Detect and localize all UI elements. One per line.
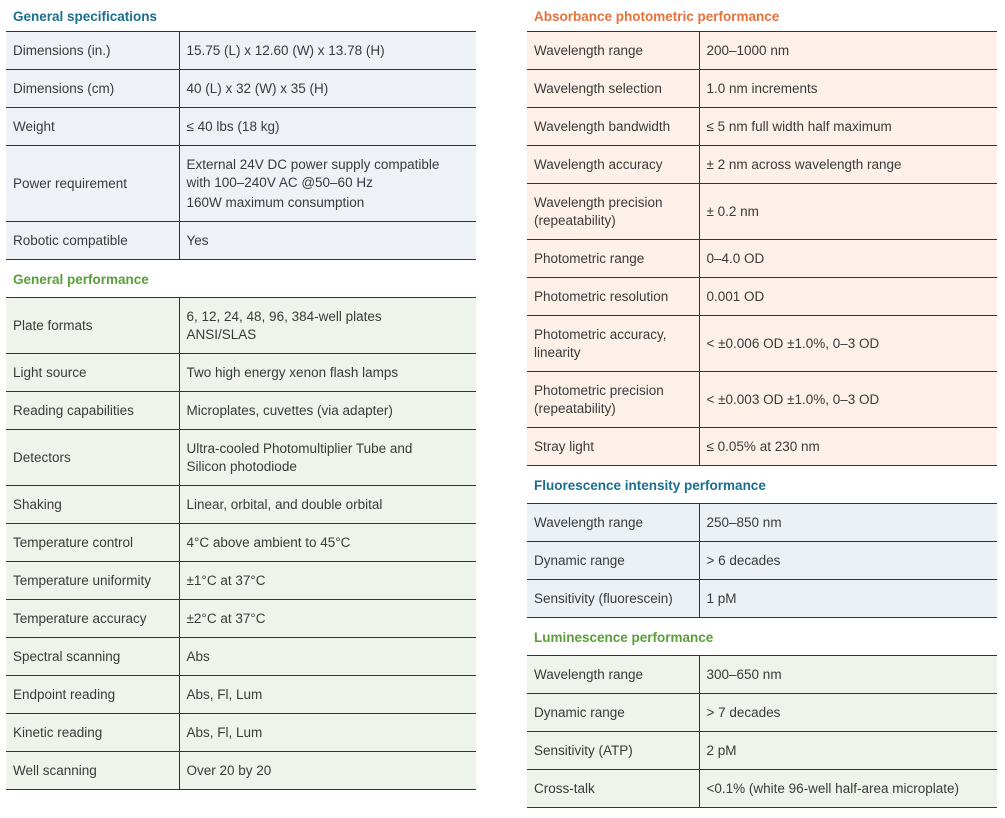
value-line: ANSI/SLAS	[186, 326, 257, 342]
general-performance-title: General performance	[13, 271, 149, 287]
left-column	[6, 0, 476, 790]
table-row	[6, 392, 476, 430]
fluorescence-table	[527, 503, 997, 618]
spec-value: ±2°C at 37°C	[179, 600, 476, 638]
spec-value: 15.75 (L) x 12.60 (W) x 13.78 (H)	[179, 32, 476, 70]
spec-label: Wavelength bandwidth	[527, 108, 699, 146]
spec-value	[179, 430, 476, 486]
label-line: Photometric precision	[534, 382, 664, 398]
table-row	[527, 542, 997, 580]
spec-value: Abs, Fl, Lum	[179, 714, 476, 752]
table-row	[6, 714, 476, 752]
spec-value: 0–4.0 OD	[699, 240, 997, 278]
spec-label: Spectral scanning	[6, 638, 179, 676]
spec-label: Dimensions (in.)	[6, 32, 179, 70]
spec-value: 1.0 nm increments	[699, 70, 997, 108]
spec-label: Well scanning	[6, 752, 179, 790]
spec-label: Weight	[6, 108, 179, 146]
spec-label: Shaking	[6, 486, 179, 524]
spec-label: Wavelength range	[527, 656, 699, 694]
table-row	[6, 676, 476, 714]
table-row	[527, 770, 997, 808]
value-line: with 100–240V AC @50–60 Hz	[186, 174, 373, 190]
spec-value: 200–1000 nm	[699, 32, 997, 70]
label-line: (repeatability)	[534, 400, 616, 416]
spec-value: 1 pM	[699, 580, 997, 618]
spec-label	[527, 316, 699, 372]
table-row	[527, 428, 997, 466]
table-row	[527, 184, 997, 240]
spec-label: Light source	[6, 354, 179, 392]
fluorescence-title: Fluorescence intensity performance	[534, 477, 766, 493]
table-row	[527, 316, 997, 372]
table-row	[527, 504, 997, 542]
spec-value: ± 0.2 nm	[699, 184, 997, 240]
table-row	[527, 732, 997, 770]
spec-value: ≤ 40 lbs (18 kg)	[179, 108, 476, 146]
table-row	[527, 580, 997, 618]
spec-value: <0.1% (white 96-well half-area microplate)	[699, 770, 997, 808]
spec-value: 250–850 nm	[699, 504, 997, 542]
label-line: (repeatability)	[534, 212, 616, 228]
table-row	[6, 638, 476, 676]
table-row	[527, 278, 997, 316]
table-row	[527, 240, 997, 278]
table-row	[6, 32, 476, 70]
table-row	[6, 524, 476, 562]
table-row	[6, 298, 476, 354]
spec-label: Kinetic reading	[6, 714, 179, 752]
table-row	[527, 694, 997, 732]
spec-label: Photometric range	[527, 240, 699, 278]
spec-label: Sensitivity (fluorescein)	[527, 580, 699, 618]
table-row	[6, 146, 476, 222]
spec-label: Detectors	[6, 430, 179, 486]
value-line: Ultra-cooled Photomultiplier Tube and	[186, 440, 413, 456]
spec-label: Cross-talk	[527, 770, 699, 808]
value-line: External 24V DC power supply compatible	[186, 156, 440, 172]
spec-value: 300–650 nm	[699, 656, 997, 694]
table-row	[6, 222, 476, 260]
label-line: linearity	[534, 344, 581, 360]
table-row	[6, 430, 476, 486]
spec-value: ±1°C at 37°C	[179, 562, 476, 600]
spec-label: Temperature uniformity	[6, 562, 179, 600]
spec-value: Over 20 by 20	[179, 752, 476, 790]
table-row	[527, 372, 997, 428]
table-row	[6, 752, 476, 790]
luminescence-title: Luminescence performance	[534, 629, 714, 645]
table-row	[527, 32, 997, 70]
table-row	[6, 600, 476, 638]
spec-value: Abs	[179, 638, 476, 676]
spec-value: Yes	[179, 222, 476, 260]
spec-value: 4°C above ambient to 45°C	[179, 524, 476, 562]
spec-label: Reading capabilities	[6, 392, 179, 430]
spec-value: ≤ 0.05% at 230 nm	[699, 428, 997, 466]
spec-value: Abs, Fl, Lum	[179, 676, 476, 714]
table-row	[6, 562, 476, 600]
spec-label: Wavelength selection	[527, 70, 699, 108]
spec-value: > 7 decades	[699, 694, 997, 732]
spec-value: > 6 decades	[699, 542, 997, 580]
table-row	[527, 656, 997, 694]
spec-label: Power requirement	[6, 146, 179, 222]
spec-label: Dimensions (cm)	[6, 70, 179, 108]
spec-label: Photometric resolution	[527, 278, 699, 316]
spec-label: Dynamic range	[527, 542, 699, 580]
spec-value: 0.001 OD	[699, 278, 997, 316]
label-line: Photometric accuracy,	[534, 326, 667, 342]
luminescence-table	[527, 655, 997, 808]
absorbance-table	[527, 31, 997, 466]
spec-label: Robotic compatible	[6, 222, 179, 260]
table-row	[6, 354, 476, 392]
spec-label: Sensitivity (ATP)	[527, 732, 699, 770]
spec-value: 40 (L) x 32 (W) x 35 (H)	[179, 70, 476, 108]
spec-label: Temperature accuracy	[6, 600, 179, 638]
spec-label: Wavelength range	[527, 32, 699, 70]
table-row	[527, 108, 997, 146]
spec-value	[179, 298, 476, 354]
table-row	[527, 70, 997, 108]
general-performance-table	[6, 297, 476, 790]
table-row	[527, 146, 997, 184]
spec-value: Linear, orbital, and double orbital	[179, 486, 476, 524]
value-line: 160W maximum consumption	[186, 194, 365, 210]
right-column	[527, 0, 997, 808]
spec-label	[527, 372, 699, 428]
spec-label: Plate formats	[6, 298, 179, 354]
absorbance-title: Absorbance photometric performance	[534, 8, 780, 24]
spec-value: 2 pM	[699, 732, 997, 770]
table-row	[6, 70, 476, 108]
spec-label	[527, 184, 699, 240]
general-specifications-table	[6, 31, 476, 260]
spec-value: < ±0.003 OD ±1.0%, 0–3 OD	[699, 372, 997, 428]
value-line: 6, 12, 24, 48, 96, 384-well plates	[186, 308, 382, 324]
spec-value: ≤ 5 nm full width half maximum	[699, 108, 997, 146]
general-specifications-title: General specifications	[13, 8, 158, 24]
spec-label: Dynamic range	[527, 694, 699, 732]
spec-value: < ±0.006 OD ±1.0%, 0–3 OD	[699, 316, 997, 372]
spec-value: Microplates, cuvettes (via adapter)	[179, 392, 476, 430]
spec-value: ± 2 nm across wavelength range	[699, 146, 997, 184]
value-line: Silicon photodiode	[186, 458, 297, 474]
spec-value: Two high energy xenon flash lamps	[179, 354, 476, 392]
spec-label: Wavelength accuracy	[527, 146, 699, 184]
label-line: Wavelength precision	[534, 194, 663, 210]
spec-value	[179, 146, 476, 222]
spec-label: Temperature control	[6, 524, 179, 562]
spec-label: Wavelength range	[527, 504, 699, 542]
spec-label: Stray light	[527, 428, 699, 466]
table-row	[6, 486, 476, 524]
table-row	[6, 108, 476, 146]
spec-label: Endpoint reading	[6, 676, 179, 714]
